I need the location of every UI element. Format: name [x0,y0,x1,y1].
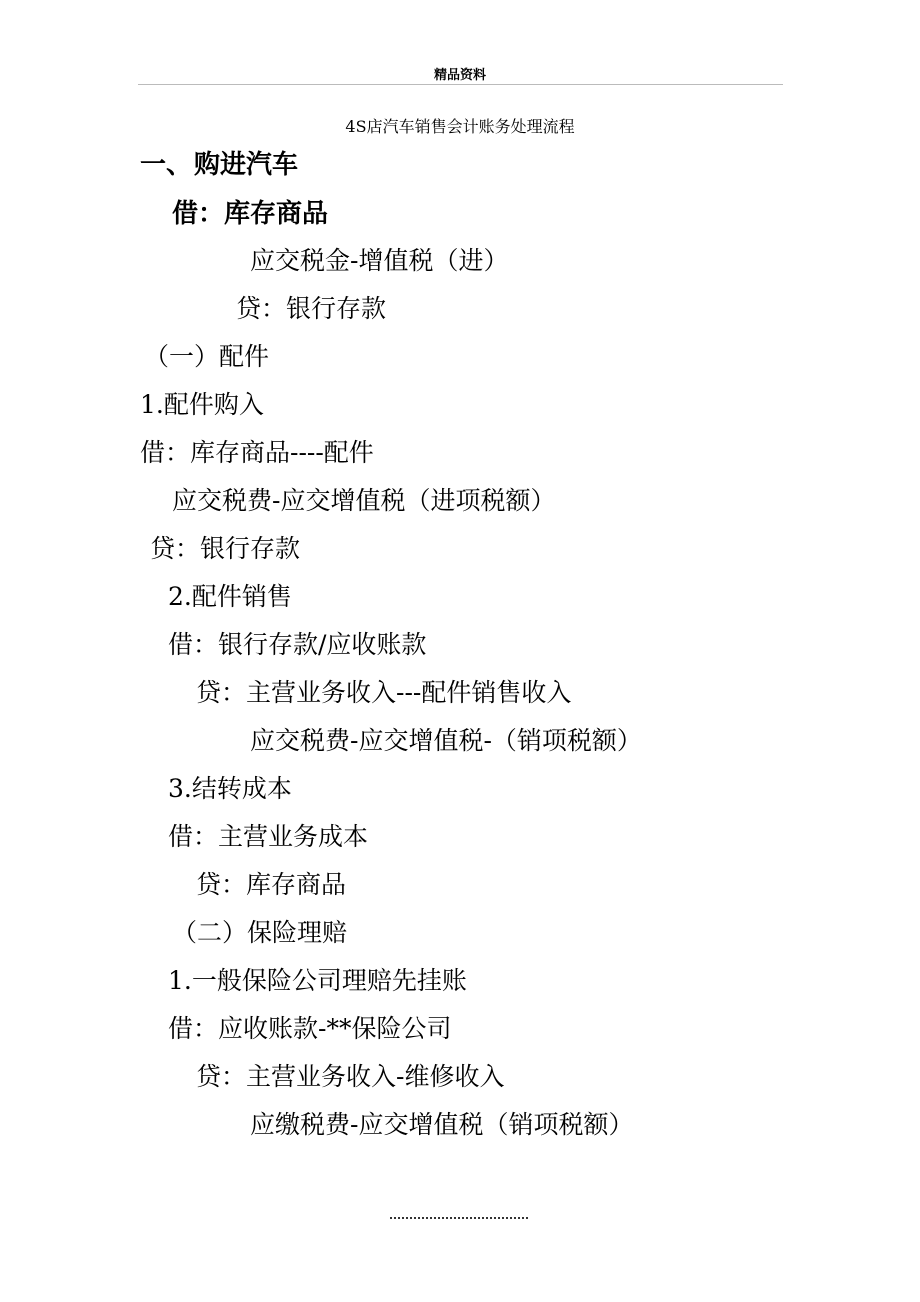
document-title: 4S店汽车销售会计账务处理流程 [345,117,575,136]
section-heading: 购进汽车 [194,150,299,180]
section-number: 一、 [140,150,193,180]
journal-line: 应交税金-增值税（进） [250,246,509,275]
journal-line: 贷：库存商品 [196,870,347,899]
item-heading: 2.配件销售 [168,582,292,611]
journal-line: 借：库存商品----配件 [140,438,374,467]
subsection-heading: （二）保险理赔 [172,918,348,947]
journal-line: 贷：主营业务收入---配件销售收入 [196,678,572,707]
footer-dotted-rule [390,1217,528,1219]
journal-line: 借：应收账款-**保险公司 [168,1014,452,1043]
item-heading: 3.结转成本 [168,774,292,803]
debit-line-bold: 借：库存商品 [172,199,329,229]
journal-line: 应交税费-应交增值税-（销项税额） [250,726,642,755]
journal-line: 贷：银行存款 [150,534,301,563]
journal-line: 借：主营业务成本 [168,822,369,851]
page-header: 精品资料 [433,68,486,83]
subsection-heading: （一）配件 [144,342,270,371]
journal-line: 应缴税费-应交增值税（销项税额） [250,1110,634,1139]
journal-line: 应交税费-应交增值税（进项税额） [172,486,556,515]
journal-line: 贷：主营业务收入-维修收入 [196,1062,505,1091]
journal-line: 借：银行存款/应收账款 [168,630,427,659]
item-heading: 1.配件购入 [140,390,264,419]
item-heading: 1.一般保险公司理赔先挂账 [168,966,467,995]
header-divider [138,84,783,85]
journal-line: 贷：银行存款 [236,294,387,323]
